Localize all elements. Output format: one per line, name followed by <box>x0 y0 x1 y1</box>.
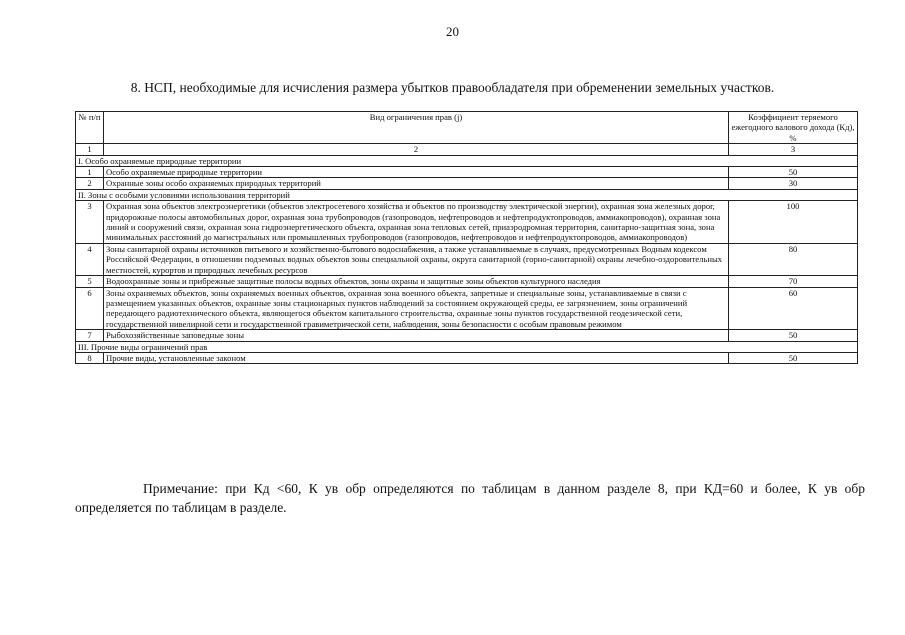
row-number: 1 <box>76 167 104 178</box>
row-coefficient: 60 <box>729 287 858 330</box>
section-title: 8. НСП, необходимые для исчисления размера убытков правообладателя при обременении земельных участков. <box>130 80 775 95</box>
row-description: Прочие виды, установленные законом <box>104 352 729 363</box>
section-heading: III. Прочие виды ограничений прав <box>76 341 858 352</box>
table-row <box>76 201 858 244</box>
row-coefficient: 70 <box>729 276 858 287</box>
row-coefficient: 50 <box>729 352 858 363</box>
row-coefficient: 50 <box>729 330 858 341</box>
row-description: Охранная зона объектов электроэнергетики (объектов электросетевого хозяйства и объектов по производству электрической энергии), охранная зона железных дорог, придорожные полосы автомобильных дорог, охранная зона трубопроводов (газопроводов, нефтепроводов и нефтепродуктопроводов, аммиакопроводов), охранная зона линий и сооружений связи, охранная зона гидроэнергетического объекта, охранная зона тепловых сетей, приаэродромная территория, санитарно-защитная зона, зона минимальных расстояний до магистральных или промышленных трубопроводов (газопроводов, нефтепроводов и нефтепродуктопроводов, аммиакопроводов) <box>104 201 729 244</box>
row-description: Рыбохозяйственные заповедные зоны <box>104 330 729 341</box>
header-num: № п/п <box>76 112 104 144</box>
header-coefficient: Коэффициент теряемого ежегодного валового дохода (Кд), % <box>729 112 858 144</box>
table-row <box>76 243 858 275</box>
table-row <box>76 178 858 189</box>
row-description: Зоны охраняемых объектов, зоны охраняемых военных объектов, охранная зона военного объекта, запретные и специальные зоны, устанавливаемые в связи с размещением указанных объектов, охранные зоны стационарных пунктов наблюдений за состоянием окружающей среды, ее загрязнением, зоны ограничений передающего радиотехнического объекта, являющегося объектом капитального строительства, охранные зоны пунктов государственной геодезической сети, государственной нивелирной сети и государственной гравиметрической сети, наблюдения, зоны безопасности с особым правовым режимом <box>104 287 729 330</box>
table-row <box>76 167 858 178</box>
row-coefficient: 100 <box>729 201 858 244</box>
table-header-row <box>76 112 858 144</box>
table-row <box>76 330 858 341</box>
row-number: 6 <box>76 287 104 330</box>
section-heading: I. Особо охраняемые природные территории <box>76 155 858 166</box>
table-note: Примечание: при Кд <60, К ув обр определяются по таблицам в данном разделе 8, при КД=60 и более, К ув обр определяется по таблицам в разделе. <box>75 480 865 515</box>
header-restriction-type: Вид ограничения прав (j) <box>104 112 729 144</box>
table-row <box>76 276 858 287</box>
row-description: Зоны санитарной охраны источников питьевого и хозяйственно-бытового водоснабжения, а также устанавливаемые в случаях, предусмотренных Водным кодексом Российской Федерации, в отношении подземных водных объектов зоны специальной охраны, округа санитарной (горно-санитарной) охраны лечебно-оздоровительных местностей, курортов и природных лечебных ресурсов <box>104 243 729 275</box>
section-heading: II. Зоны с особыми условиями использования территорий <box>76 189 858 200</box>
table-row <box>76 352 858 363</box>
table-section-row <box>76 341 858 352</box>
row-description: Охранные зоны особо охраняемых природных территорий <box>104 178 729 189</box>
page-number: 20 <box>446 24 459 39</box>
row-description: Водоохранные зоны и прибрежные защитные полосы водных объектов, зоны охраны и защитные зоны объектов культурного наследия <box>104 276 729 287</box>
index-cell: 1 <box>76 144 104 155</box>
restrictions-table <box>75 111 858 364</box>
row-number: 8 <box>76 352 104 363</box>
index-cell: 2 <box>104 144 729 155</box>
row-number: 3 <box>76 201 104 244</box>
row-description: Особо охраняемые природные территории <box>104 167 729 178</box>
index-cell: 3 <box>729 144 858 155</box>
table-row <box>76 287 858 330</box>
table-index-row <box>76 144 858 155</box>
row-coefficient: 30 <box>729 178 858 189</box>
row-number: 4 <box>76 243 104 275</box>
row-coefficient: 50 <box>729 167 858 178</box>
row-number: 7 <box>76 330 104 341</box>
row-number: 5 <box>76 276 104 287</box>
row-number: 2 <box>76 178 104 189</box>
row-coefficient: 80 <box>729 243 858 275</box>
table-section-row <box>76 189 858 200</box>
table-section-row <box>76 155 858 166</box>
